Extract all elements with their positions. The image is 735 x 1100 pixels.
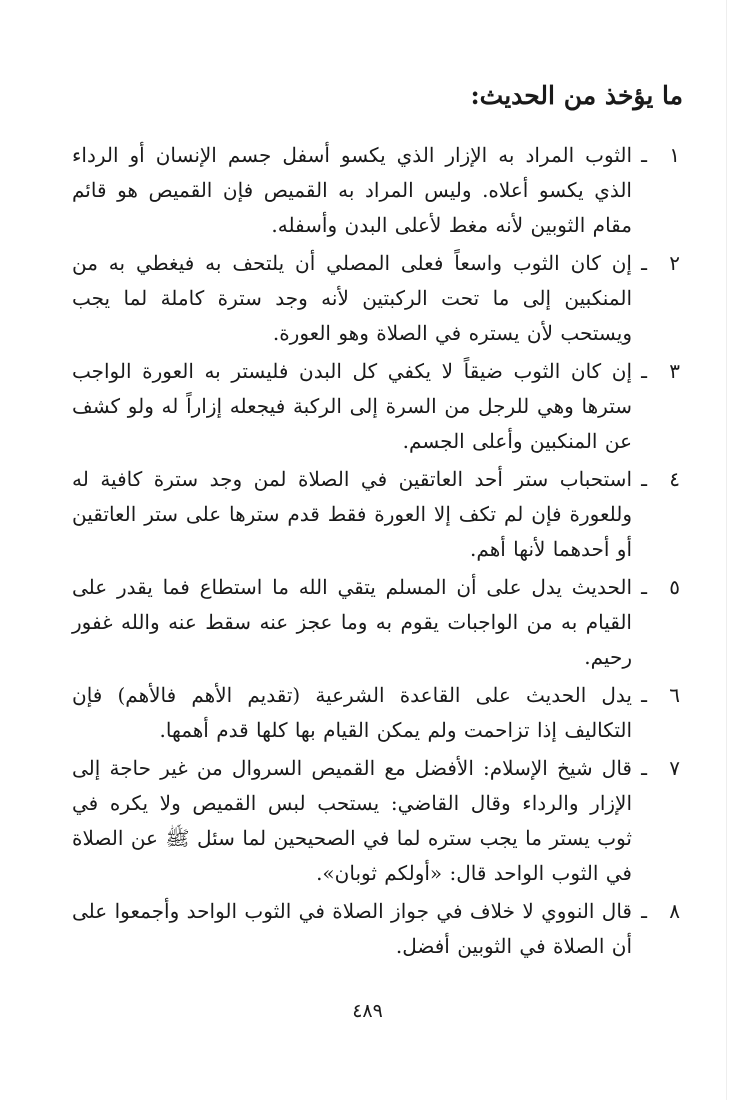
item-text: استحباب ستر أحد العاتقين في الصلاة لمن وجد سترة كافية له وللعورة فإن لم تكف إلا العورة فقط قدم سترها على ستر العاتقين أو أحدهما لأنها أهم. [72, 467, 632, 561]
item-dash: ـ [641, 756, 647, 780]
item-text: الحديث يدل على أن المسلم يتقي الله ما استطاع فما يقدر على القيام به من الواجبات يقوم به وما عجز عنه سقط عنه والله غفور رحيم. [72, 575, 632, 669]
lessons-list [72, 138, 680, 967]
item-number: ٧ [669, 756, 680, 780]
section-heading: ما يؤخذ من الحديث: [470, 81, 683, 110]
item-dash: ـ [641, 143, 647, 167]
list-item [72, 246, 680, 351]
item-number: ٥ [669, 575, 680, 599]
item-number: ٦ [669, 683, 680, 707]
item-text: يدل الحديث على القاعدة الشرعية (تقديم الأهم فالأهم) فإن التكاليف إذا تزاحمت ولم يمكن القيام بها كلها قدم أهمها. [72, 683, 632, 742]
list-item [72, 138, 680, 243]
list-item [72, 570, 680, 675]
item-dash: ـ [641, 575, 647, 599]
item-text: قال النووي لا خلاف في جواز الصلاة في الثوب الواحد وأجمعوا على أن الصلاة في الثوبين أفضل. [72, 899, 632, 958]
list-item [72, 462, 680, 567]
item-text: الثوب المراد به الإزار الذي يكسو أسفل جسم الإنسان أو الرداء الذي يكسو أعلاه. وليس المراد به القميص فإن القميص هو قائم مقام الثوبين لأنه مغط لأعلى البدن وأسفله. [72, 143, 632, 237]
item-dash: ـ [641, 467, 647, 491]
item-dash: ـ [641, 359, 647, 383]
item-number: ٢ [669, 251, 680, 275]
item-dash: ـ [641, 251, 647, 275]
item-number: ٣ [669, 359, 680, 383]
item-dash: ـ [641, 899, 647, 923]
page-edge-line [726, 0, 727, 1100]
item-dash: ـ [641, 683, 647, 707]
item-text: إن كان الثوب ضيقاً لا يكفي كل البدن فليستر به العورة الواجب سترها وهي للرجل من السرة إلى الركبة فيجعله إزاراً له ولو كشف عن المنكبين وأعلى الجسم. [72, 359, 632, 453]
list-item [72, 894, 680, 964]
list-item [72, 678, 680, 748]
item-number: ٤ [669, 467, 680, 491]
page-number: ٤٨٩ [352, 1000, 383, 1022]
item-text: قال شيخ الإسلام: الأفضل مع القميص السروال من غير حاجة إلى الإزار والرداء وقال القاضي: يستحب لبس القميص ولا يكره في ثوب يستر ما يجب ستره لما في الصحيحين لما سئل ﷺ عن الصلاة في الثوب الواحد قال: «أولكم ثوبان». [72, 756, 633, 885]
item-number: ١ [669, 143, 680, 167]
item-number: ٨ [669, 899, 680, 923]
list-item [72, 751, 680, 891]
list-item [72, 354, 680, 459]
item-text: إن كان الثوب واسعاً فعلى المصلي أن يلتحف به فيغطي به من المنكبين إلى ما تحت الركبتين لأنه وجد سترة كاملة لما يجب ويستحب لأن يستره في الصلاة وهو العورة. [72, 251, 632, 345]
